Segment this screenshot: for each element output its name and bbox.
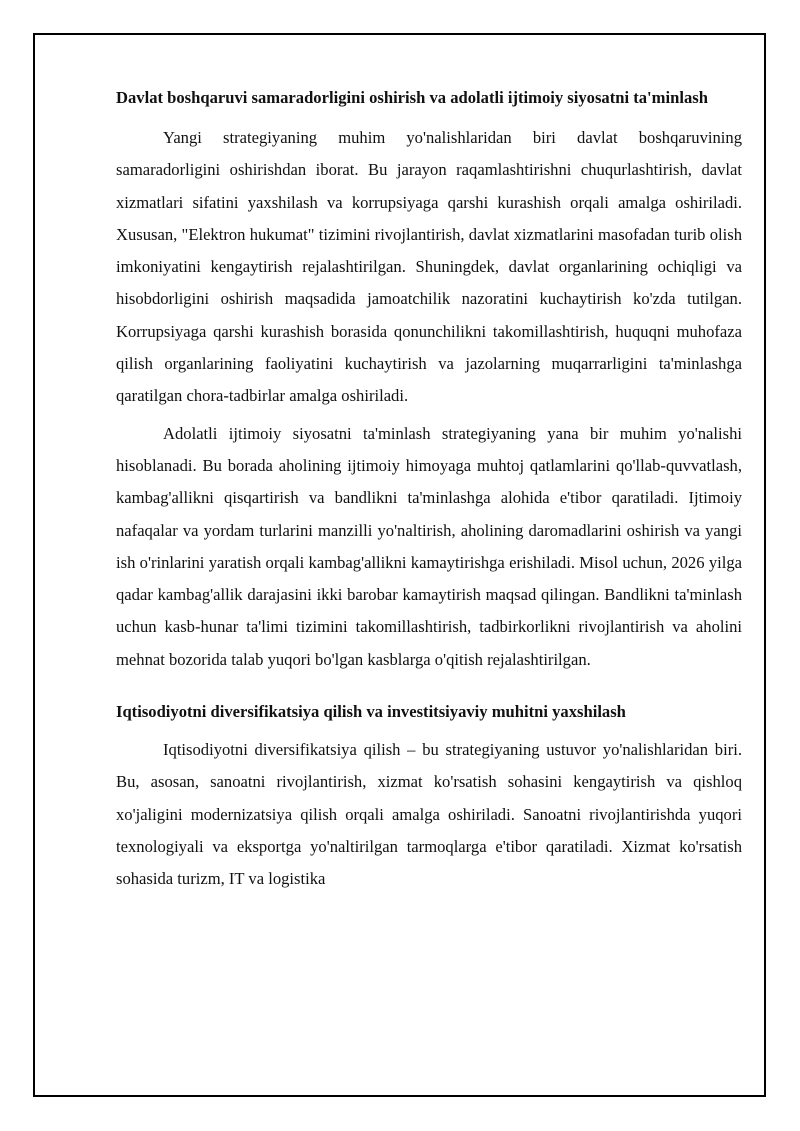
section-heading: Davlat boshqaruvi samaradorligini oshirish va adolatli ijtimoiy siyosatni ta'minlash <box>116 88 708 107</box>
body-paragraph: Yangi strategiyaning muhim yo'nalishlaridan biri davlat boshqaruvining samaradorligini oshirishdan iborat. Bu jarayon raqamlashtirishni chuqurlashtirish, davlat xizmatlari sifatini yaxshilash va korrupsiyaga qarshi kurashish orqali amalga oshiriladi. Xususan, "Elektron hukumat" tizimini rivojlantirish, davlat xizmatlarini masofadan turib olish imkoniyatini kengaytirish rejalashtirilgan. Shuningdek, davlat organlarining ochiqligi va hisobdorligini oshirish maqsadida jamoatchilik nazoratini kuchaytirish ko'zda tutilgan. Korrupsiyaga qarshi kurashish borasida qonunchilikni takomillashtirish, huquqni muhofaza qilish organlarining faoliyatini kuchaytirish va jazolarning muqarrarligini ta'minlashga qaratilgan chora-tadbirlar amalga oshiriladi. <box>116 128 742 406</box>
document-body <box>116 86 742 896</box>
body-paragraph: Iqtisodiyotni diversifikatsiya qilish – bu strategiyaning ustuvor yo'nalishlaridan biri. Bu, asosan, sanoatni rivojlantirish, xizmat ko'rsatish sohasini kengaytirish va qishloq xo'jaligini modernizatsiya qilish orqali amalga oshiriladi. Sanoatni rivojlantirishda yuqori texnologiyali va eksportga yo'naltirilgan tarmoqlarga e'tibor qaratiladi. Xizmat ko'rsatish sohasida turizm, IT va logistika <box>116 740 742 889</box>
body-paragraph: Adolatli ijtimoiy siyosatni ta'minlash strategiyaning yana bir muhim yo'nalishi hisoblanadi. Bu borada aholining ijtimoiy himoyaga muhtoj qatlamlarini qo'llab-quvvatlash, kambag'allikni qisqartirish va bandlikni ta'minlashga alohida e'tibor qaratiladi. Ijtimoiy nafaqalar va yordam turlarini manzilli yo'naltirish, aholining daromadlarini oshirish va yangi ish o'rinlarini yaratish orqali kambag'allikni kamaytirishga erishiladi. Misol uchun, 2026 yilga qadar kambag'allik darajasini ikki barobar kamaytirish maqsad qilingan. Bandlikni ta'minlash uchun kasb-hunar ta'limi tizimini takomillashtirish, tadbirkorlikni rivojlantirish va aholini mehnat bozorida talab yuqori bo'lgan kasblarga o'qitish rejalashtirilgan. <box>116 423 742 669</box>
section-heading: Iqtisodiyotni diversifikatsiya qilish va investitsiyaviy muhitni yaxshilash <box>116 702 626 722</box>
